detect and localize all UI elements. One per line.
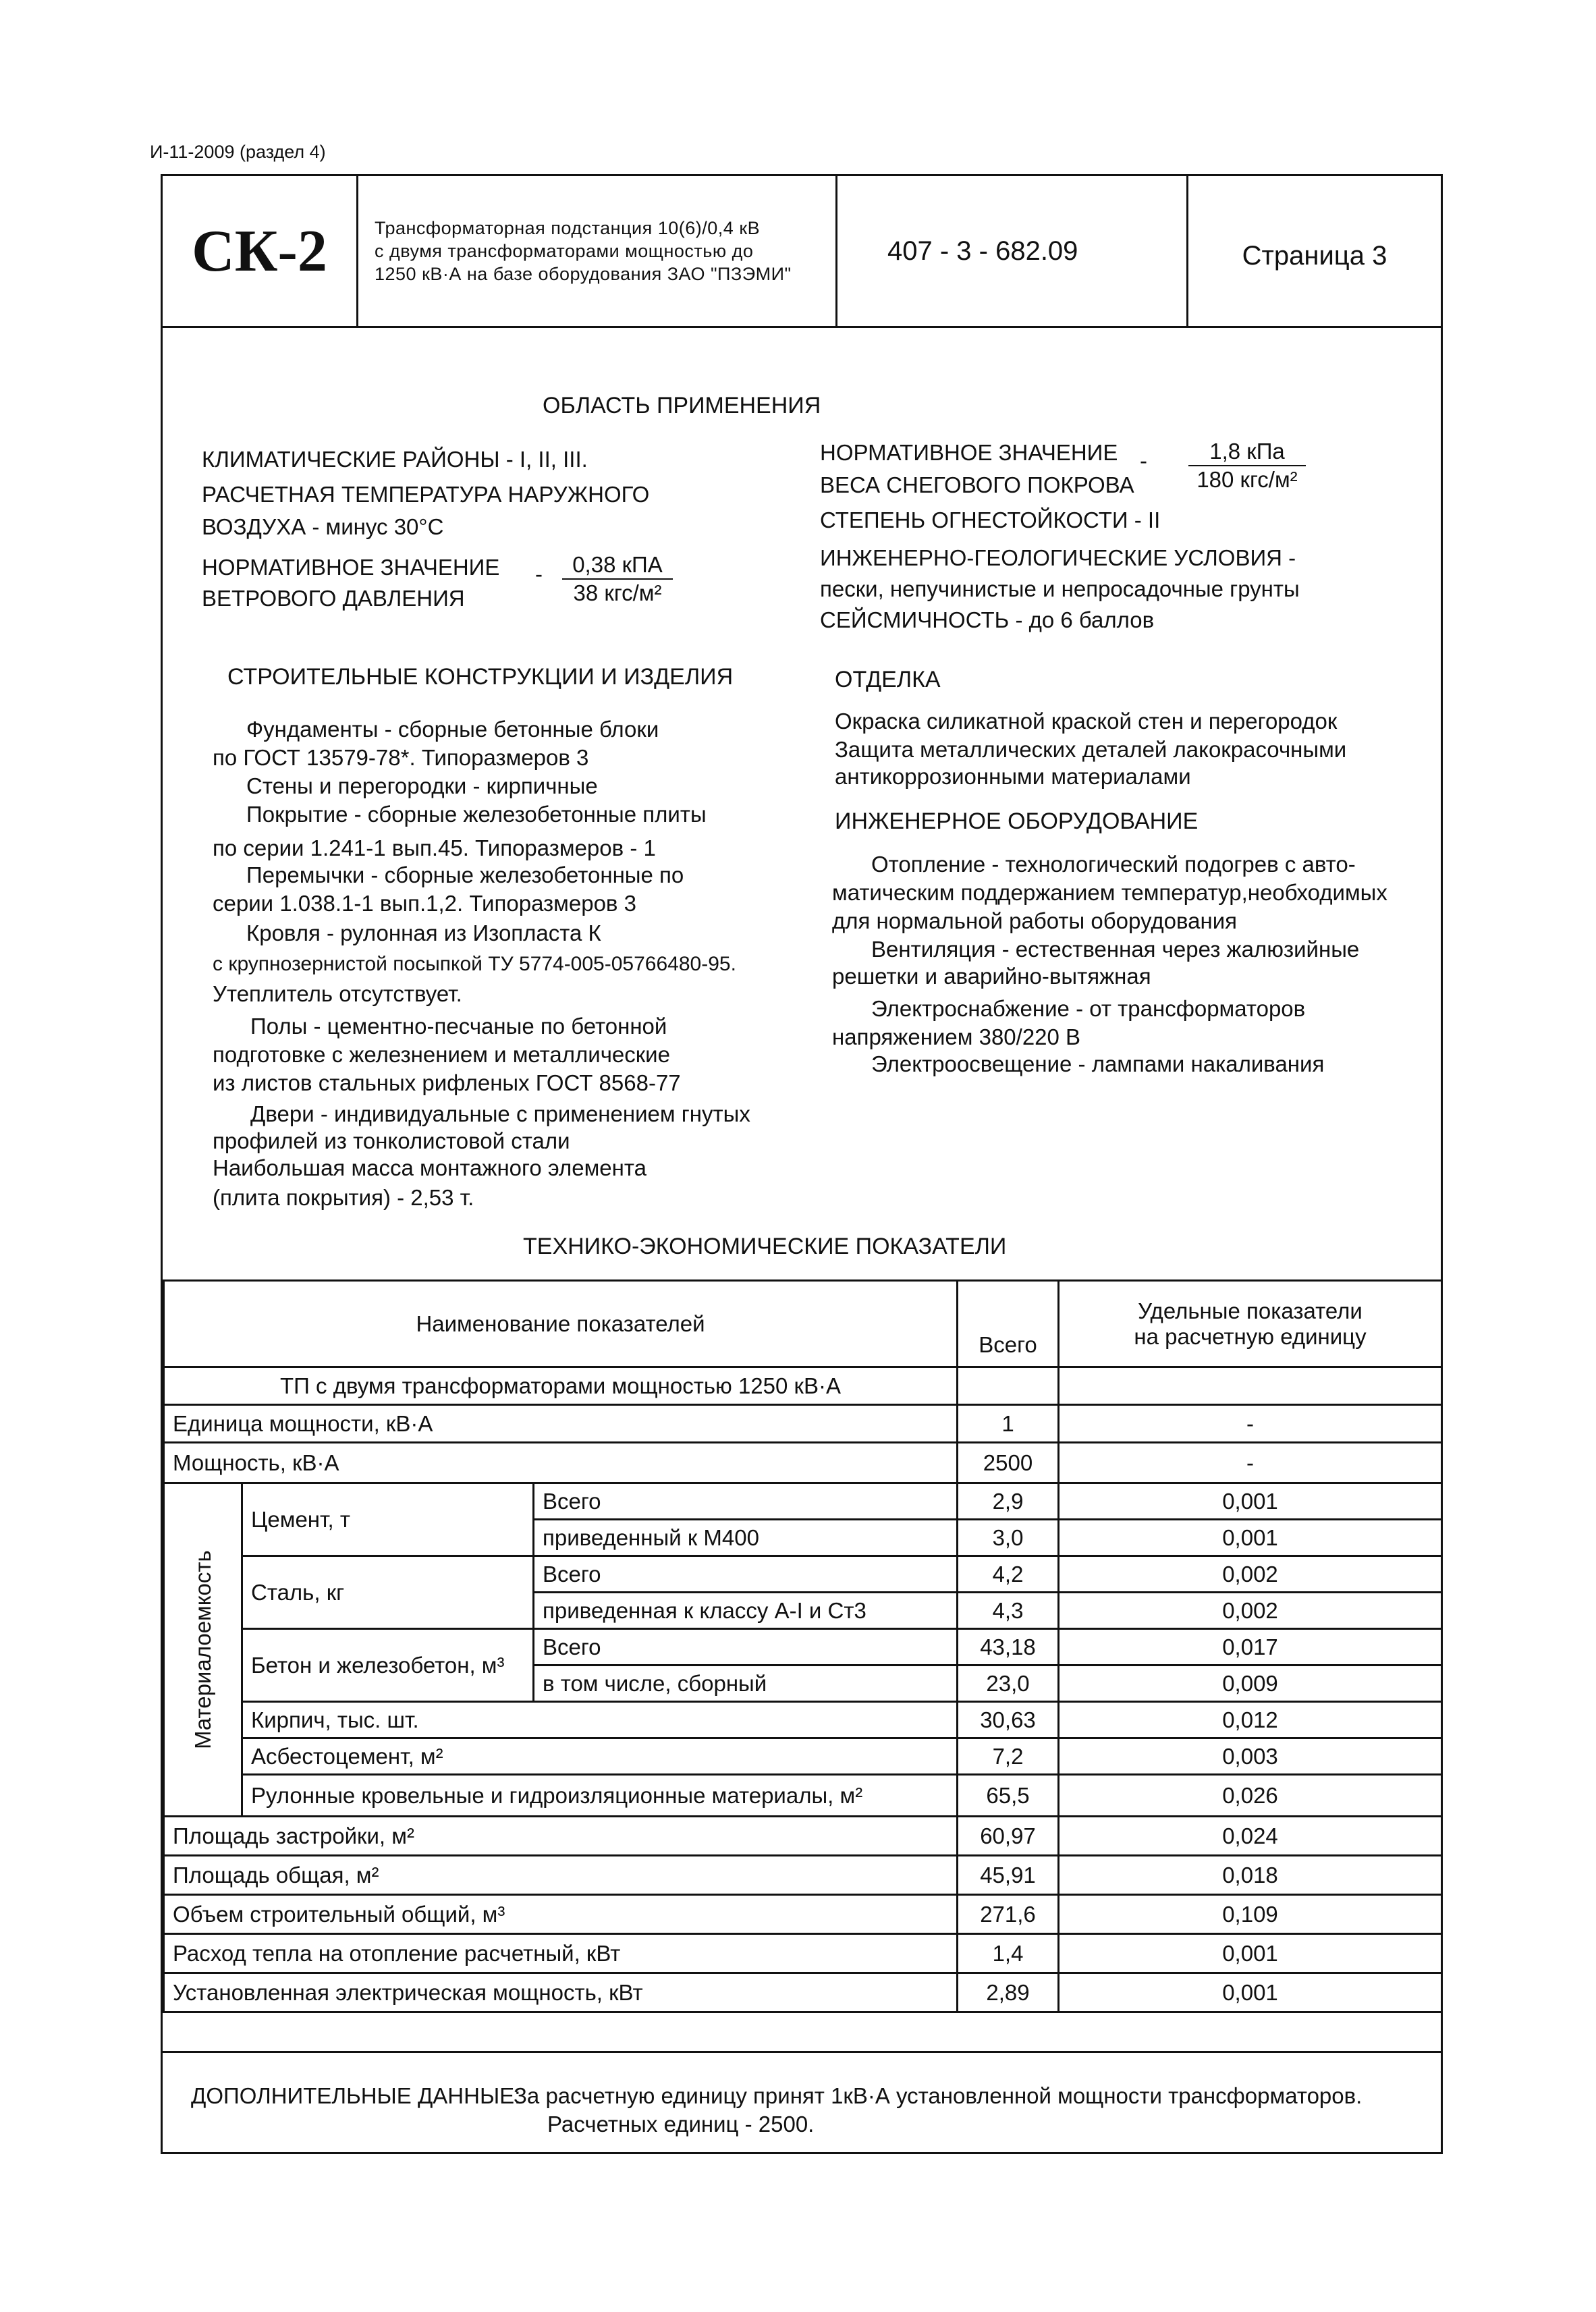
wind-pressure-fraction: 0,38 кПА 38 кгс/м² [562,551,673,607]
geology-label: ИНЖЕНЕРНО-ГЕОЛОГИЧЕСКИЕ УСЛОВИЯ - [820,545,1296,570]
design-temperature: РАСЧЕТНАЯ ТЕМПЕРАТУРА НАРУЖНОГО [202,482,650,507]
finish-title: ОТДЕЛКА [835,667,941,692]
finish-line: антикоррозионными материалами [835,764,1191,789]
table-row: Единица мощности, кВ·А 1 - [164,1405,1442,1443]
equipment-line: матическим поддержанием температур,необходимых [832,880,1387,905]
table-row: приведенный к М400 3,0 0,001 [164,1520,1442,1556]
structures-title: СТРОИТЕЛЬНЫЕ КОНСТРУКЦИИ И ИЗДЕЛИЯ [227,664,734,690]
table-row: Расход тепла на отопление расчетный, кВт 1,4 0,001 [164,1934,1442,1973]
structures-line: подготовке с железнением и металлические [213,1042,670,1067]
structures-line: Наибольшая масса монтажного элемента [213,1155,646,1180]
structures-line: профилей из тонколистовой стали [213,1128,570,1153]
equipment-line: для нормальной работы оборудования [832,908,1238,933]
snow-load-fraction: 1,8 кПа 180 кгс/м² [1188,438,1306,493]
additional-data-line: За расчетную единицу принят 1кВ·А установленной мощности трансформаторов. [514,2083,1363,2108]
document-title: Трансформаторная подстанция 10(6)/0,4 кВ с двумя трансформаторами мощностью до 1250 кВ·А на базе оборудования ЗАО "ПЗЭМИ" [358,176,837,326]
fire-resistance: СТЕПЕНЬ ОГНЕСТОЙКОСТИ - II [820,507,1161,532]
equipment-line: Отопление - технологический подогрев с авто- [871,852,1356,877]
structures-line: по ГОСТ 13579-78*. Типоразмеров 3 [213,745,589,770]
design-temperature-value: ВОЗДУХА - минус 30°С [202,514,444,539]
table-row: Сталь, кг Всего 4,2 0,002 [164,1556,1442,1593]
wind-label-1: НОРМАТИВНОЕ ЗНАЧЕНИЕ [202,555,500,580]
document-code: СК-2 [163,176,358,326]
table-subtitle: ТП с двумя трансформаторами мощностью 1250 кВ·А [164,1367,958,1405]
table-row: Материалоемкость Цемент, т Всего 2,9 0,001 [164,1483,1442,1520]
structures-line: серии 1.038.1-1 вып.1,2. Типоразмеров 3 [213,891,636,916]
structures-line: Перемычки - сборные железобетонные по [246,862,684,887]
page-frame [161,174,1443,2154]
table-row: Асбестоцемент, м² 7,2 0,003 [164,1738,1442,1775]
equipment-line: Вентиляция - естественная через жалюзийные [871,937,1360,962]
finish-line: Окраска силикатной краской стен и перегородок [835,709,1338,734]
structures-line: Кровля - рулонная из Изопласта К [246,920,601,945]
snow-label-2: ВЕСА СНЕГОВОГО ПОКРОВА [820,472,1134,497]
col-total-header: Всего [958,1281,1059,1367]
table-row: Бетон и железобетон, м³ Всего 43,18 0,017 [164,1629,1442,1666]
table-row: Мощность, кВ·А 2500 - [164,1443,1442,1483]
equipment-title: ИНЖЕНЕРНОЕ ОБОРУДОВАНИЕ [835,808,1199,834]
equipment-line: решетки и аварийно-вытяжная [832,964,1151,989]
seismicity: СЕЙСМИЧНОСТЬ - до 6 баллов [820,607,1155,632]
title-block [163,176,1441,328]
steel-label: Сталь, кг [242,1556,534,1629]
cement-label: Цемент, т [242,1483,534,1556]
table-header-row [164,1281,1442,1367]
geology-value: пески, непучинистые и непросадочные грунты [820,576,1300,601]
wind-dash: - [535,561,543,586]
indicators-title: ТЕХНИКО-ЭКОНОМИЧЕСКИЕ ПОКАЗАТЕЛИ [523,1234,1007,1259]
snow-dash: - [1140,448,1147,473]
table-row: в том числе, сборный 23,0 0,009 [164,1666,1442,1702]
structures-line: Фундаменты - сборные бетонные блоки [246,717,659,742]
col-unit-header: Удельные показатели на расчетную единицу [1059,1281,1442,1367]
material-intensity-label: Материалоемкость [164,1483,242,1817]
additional-data [163,2051,1441,2154]
structures-line: Двери - индивидуальные с применением гнутых [250,1101,750,1126]
climate-regions: КЛИМАТИЧЕСКИЕ РАЙОНЫ - I, II, III. [202,447,588,472]
wind-label-2: ВЕТРОВОГО ДАВЛЕНИЯ [202,586,465,611]
structures-line: (плита покрытия) - 2,53 т. [213,1185,474,1210]
table-row: Кирпич, тыс. шт. 30,63 0,012 [164,1702,1442,1738]
structures-line: Утеплитель отсутствует. [213,981,462,1006]
structures-line: Полы - цементно-песчаные по бетонной [250,1014,667,1039]
col-name-header: Наименование показателей [164,1281,958,1367]
table-row: Площадь общая, м² 45,91 0,018 [164,1856,1442,1895]
snow-label-1: НОРМАТИВНОЕ ЗНАЧЕНИЕ [820,440,1118,465]
page-number: Страница 3 [1242,240,1387,271]
table-row: Площадь застройки, м² 60,97 0,024 [164,1817,1442,1856]
equipment-line: Электроосвещение - лампами накаливания [871,1051,1325,1076]
concrete-label: Бетон и железобетон, м³ [242,1629,534,1702]
structures-line: с крупнозернистой посыпкой ТУ 5774-005-05766480-95. [213,953,736,975]
structures-line: из листов стальных рифленых ГОСТ 8568-77 [213,1070,681,1095]
scope-title: ОБЛАСТЬ ПРИМЕНЕНИЯ [543,393,821,418]
table-row [164,1367,1442,1405]
additional-data-label: ДОПОЛНИТЕЛЬНЫЕ ДАННЫЕ: [191,2083,521,2108]
finish-line: Защита металлических деталей лакокрасочными [835,737,1347,762]
structures-line: Покрытие - сборные железобетонные плиты [246,802,707,827]
structures-line: Стены и перегородки - кирпичные [246,773,598,798]
document-number: 407 - 3 - 682.09 [837,176,1188,326]
equipment-line: напряжением 380/220 В [832,1024,1081,1049]
table-row: Объем строительный общий, м³ 271,6 0,109 [164,1895,1442,1934]
equipment-line: Электроснабжение - от трансформаторов [871,996,1306,1021]
table-row: Установленная электрическая мощность, кВт 2,89 0,001 [164,1973,1442,2012]
table-row: приведенная к классу А-I и Ст3 4,3 0,002 [164,1593,1442,1629]
document-id: И-11-2009 (раздел 4) [150,142,326,162]
additional-data-line: Расчетных единиц - 2500. [547,2112,815,2137]
indicators-table [163,1279,1443,2013]
table-row: Рулонные кровельные и гидроизляционные материалы, м² 65,5 0,026 [164,1775,1442,1817]
structures-line: по серии 1.241-1 вып.45. Типоразмеров - 1 [213,835,656,860]
